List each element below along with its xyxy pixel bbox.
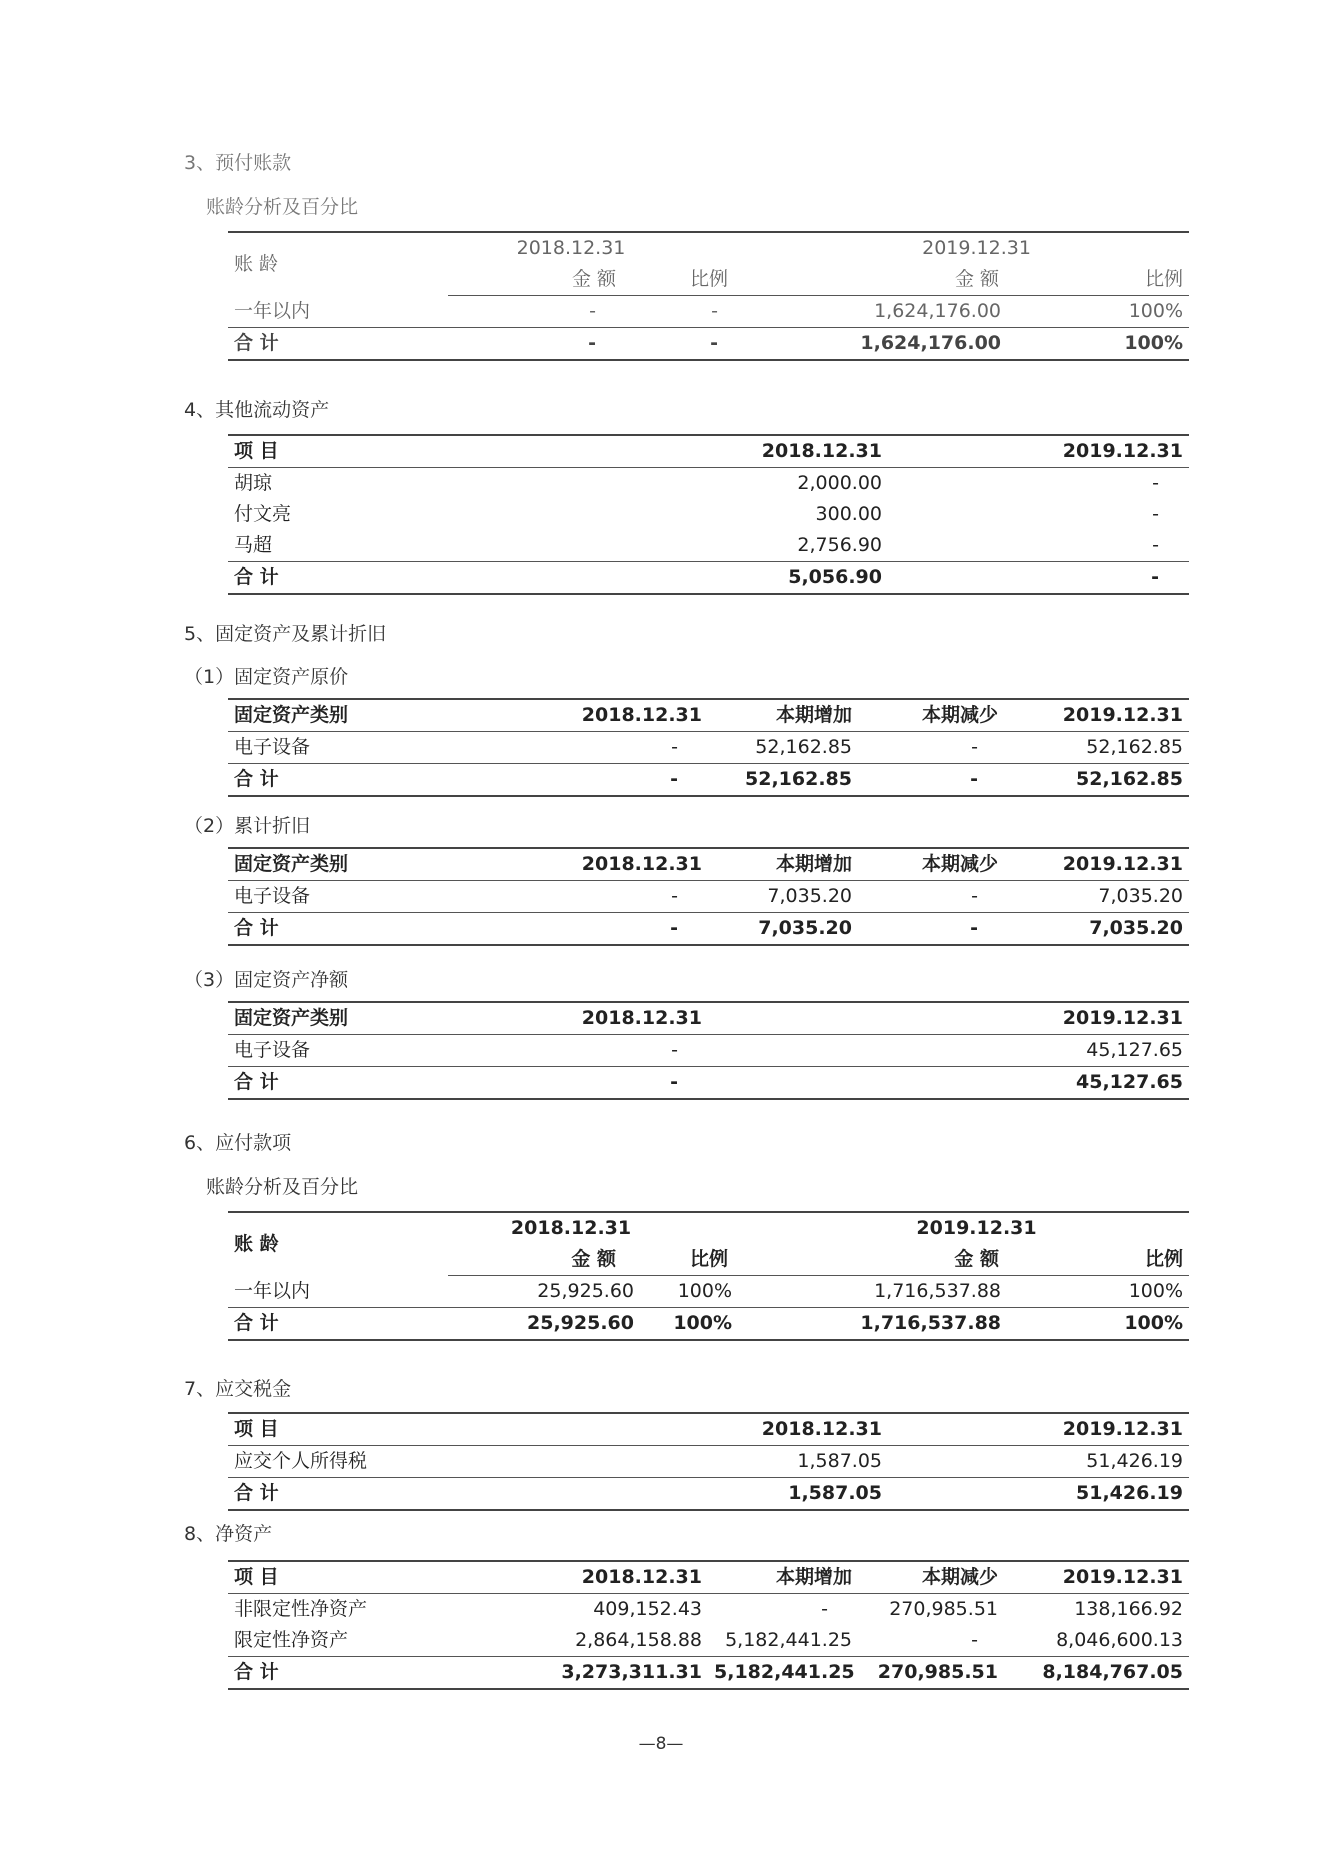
total-increase: 5,182,441.25 [708, 1657, 858, 1690]
col-increase: 本期增加 [708, 699, 858, 732]
total-label: 合 计 [228, 1308, 448, 1341]
col-ratio: 比例 [648, 1244, 798, 1276]
cell-2018: 409,152.43 [593, 1598, 702, 1620]
section-5-1-title: （1）固定资产原价 [184, 666, 349, 688]
cell-2019: - [1152, 503, 1159, 525]
table-row [228, 881, 1189, 913]
col-ratio: 比例 [1039, 264, 1189, 296]
total-decrease: - [858, 764, 1018, 797]
col-date-2018: 2018.12.31 [468, 1002, 708, 1035]
col-age: 账 龄 [228, 232, 448, 296]
payables-table [228, 1211, 1189, 1341]
total-row [228, 328, 1189, 361]
col-ratio: 比例 [1039, 1244, 1189, 1276]
cell-ratio-2018: - [711, 300, 719, 322]
cell-decrease: - [971, 1629, 978, 1651]
cell-increase: - [821, 1598, 828, 1620]
total-row [228, 1067, 1189, 1100]
total-decrease: 270,985.51 [858, 1657, 1018, 1690]
taxes-payable-table [228, 1412, 1189, 1511]
table-header-row [228, 848, 1189, 881]
col-decrease: 本期减少 [858, 699, 1018, 732]
cell-increase: 52,162.85 [755, 736, 852, 758]
row-label: 电子设备 [234, 885, 311, 907]
total-2018: - [468, 764, 708, 797]
col-category: 固定资产类别 [228, 848, 468, 881]
section-3-title: 3、预付账款 [184, 152, 292, 174]
cell-amount-2018: - [589, 300, 596, 322]
page-number: —8— [638, 1734, 684, 1754]
total-2018: 3,273,311.31 [468, 1657, 708, 1690]
table-header-row [228, 1413, 1189, 1446]
cell-amount-2018: 25,925.60 [537, 1280, 634, 1302]
cell-decrease: - [971, 885, 978, 907]
col-date-2018: 2018.12.31 [448, 1212, 798, 1244]
net-assets-table [228, 1560, 1189, 1690]
cell-2018: 2,864,158.88 [575, 1629, 702, 1651]
row-label: 电子设备 [234, 1039, 311, 1061]
cell-2018: - [671, 1039, 678, 1061]
total-2018: 1,587.05 [588, 1478, 888, 1511]
section-5-2-title: （2）累计折旧 [184, 815, 311, 837]
total-increase: 52,162.85 [708, 764, 858, 797]
total-ratio-2018: - [648, 328, 798, 361]
row-label: 非限定性净资产 [234, 1598, 368, 1620]
total-label: 合 计 [228, 1067, 468, 1100]
col-category: 固定资产类别 [228, 699, 468, 732]
table-header-row [228, 435, 1189, 468]
total-2018: - [468, 1067, 708, 1100]
total-amount-2018: - [448, 328, 648, 361]
cell-2019: - [1152, 534, 1159, 556]
total-2018: - [468, 913, 708, 946]
section-5-3-title: （3）固定资产净额 [184, 969, 349, 991]
section-8-title: 8、净资产 [184, 1523, 273, 1545]
table-row [228, 1594, 1189, 1626]
total-2019: - [888, 562, 1189, 595]
table-row [228, 499, 1189, 530]
total-2019: 7,035.20 [1018, 913, 1189, 946]
row-label: 胡琼 [234, 472, 273, 494]
total-label: 合 计 [228, 913, 468, 946]
cell-decrease: 270,985.51 [889, 1598, 998, 1620]
col-item: 项 目 [228, 1413, 588, 1446]
cell-amount-2019: 1,716,537.88 [874, 1280, 1002, 1302]
total-2019: 8,184,767.05 [1018, 1657, 1189, 1690]
table-header-row [228, 1002, 1189, 1035]
table-header-row [228, 1212, 1189, 1244]
col-ratio: 比例 [648, 264, 798, 296]
fixed-assets-net-table [228, 1001, 1189, 1100]
col-amount: 金 额 [448, 264, 648, 296]
table-row [228, 1446, 1189, 1478]
other-current-assets-table [228, 434, 1189, 595]
col-date-2018: 2018.12.31 [468, 699, 708, 732]
col-amount: 金 额 [448, 1244, 648, 1276]
cell-2018: 2,000.00 [797, 472, 882, 494]
col-decrease: 本期减少 [858, 848, 1018, 881]
table-row [228, 530, 1189, 562]
total-2019: 45,127.65 [708, 1067, 1189, 1100]
total-decrease: - [858, 913, 1018, 946]
cell-2019: - [1152, 472, 1159, 494]
total-amount-2019: 1,716,537.88 [798, 1308, 1039, 1341]
table-header-row [228, 699, 1189, 732]
cell-2018: 1,587.05 [797, 1450, 882, 1472]
total-ratio-2019: 100% [1039, 328, 1189, 361]
table-row [228, 1276, 1189, 1308]
col-date-2019: 2019.12.31 [888, 435, 1189, 468]
cell-2019: 51,426.19 [1086, 1450, 1183, 1472]
total-label: 合 计 [228, 1478, 588, 1511]
col-date-2018: 2018.12.31 [468, 1561, 708, 1594]
cell-2019: 45,127.65 [1086, 1039, 1183, 1061]
section-5-title: 5、固定资产及累计折旧 [184, 623, 387, 645]
cell-2018: 2,756.90 [797, 534, 882, 556]
cell-increase: 7,035.20 [767, 885, 852, 907]
section-4-title: 4、其他流动资产 [184, 399, 330, 421]
table-row [228, 468, 1189, 500]
table-row [228, 296, 1189, 328]
table-row [228, 1625, 1189, 1657]
row-label: 付文亮 [234, 503, 292, 525]
total-row [228, 913, 1189, 946]
cell-2018: 300.00 [815, 503, 882, 525]
row-label: 电子设备 [234, 736, 311, 758]
row-label: 限定性净资产 [234, 1629, 349, 1651]
col-amount: 金 额 [798, 264, 1039, 296]
col-date-2019: 2019.12.31 [1018, 1561, 1189, 1594]
col-item: 项 目 [228, 1561, 468, 1594]
table-row [228, 1035, 1189, 1067]
total-2018: 5,056.90 [588, 562, 888, 595]
row-label: 马超 [234, 534, 273, 556]
total-increase: 7,035.20 [708, 913, 858, 946]
total-row [228, 1478, 1189, 1511]
total-row [228, 1657, 1189, 1690]
cell-2019: 8,046,600.13 [1056, 1629, 1183, 1651]
cell-ratio-2018: 100% [677, 1280, 733, 1302]
cell-increase: 5,182,441.25 [725, 1629, 852, 1651]
total-2019: 52,162.85 [1018, 764, 1189, 797]
total-row [228, 1308, 1189, 1341]
total-label: 合 计 [228, 1657, 468, 1690]
accumulated-depreciation-table [228, 847, 1189, 946]
total-ratio-2018: 100% [648, 1308, 798, 1341]
table-row [228, 732, 1189, 764]
col-age: 账 龄 [228, 1212, 448, 1276]
total-amount-2019: 1,624,176.00 [798, 328, 1039, 361]
col-date-2018: 2018.12.31 [448, 232, 798, 264]
col-increase: 本期增加 [708, 1561, 858, 1594]
col-date-2019: 2019.12.31 [1018, 848, 1189, 881]
cell-ratio-2019: 100% [1128, 1280, 1184, 1302]
total-2019: 51,426.19 [888, 1478, 1189, 1511]
row-label: 一年以内 [234, 299, 311, 322]
total-amount-2018: 25,925.60 [448, 1308, 648, 1341]
col-date-2018: 2018.12.31 [588, 435, 888, 468]
fixed-assets-cost-table [228, 698, 1189, 797]
col-date-2019: 2019.12.31 [708, 1002, 1189, 1035]
section-6-subtitle: 账龄分析及百分比 [206, 1176, 359, 1198]
col-date-2019: 2019.12.31 [1018, 699, 1189, 732]
cell-amount-2019: 1,624,176.00 [874, 300, 1002, 322]
cell-decrease: - [971, 736, 978, 758]
cell-ratio-2019: 100% [1128, 300, 1184, 322]
col-decrease: 本期减少 [858, 1561, 1018, 1594]
col-category: 固定资产类别 [228, 1002, 468, 1035]
row-label: 应交个人所得税 [234, 1450, 368, 1472]
col-increase: 本期增加 [708, 848, 858, 881]
col-date-2019: 2019.12.31 [798, 1212, 1189, 1244]
table-header-row [228, 232, 1189, 264]
cell-2019: 138,166.92 [1074, 1598, 1183, 1620]
prepayments-table [228, 231, 1189, 361]
cell-2018: - [671, 885, 678, 907]
row-label: 一年以内 [234, 1279, 311, 1302]
total-label: 合 计 [228, 764, 468, 797]
section-7-title: 7、应交税金 [184, 1378, 292, 1400]
total-row [228, 562, 1189, 595]
table-header-row [228, 1561, 1189, 1594]
col-amount: 金 额 [798, 1244, 1039, 1276]
col-date-2019: 2019.12.31 [798, 232, 1189, 264]
cell-2019: 7,035.20 [1098, 885, 1183, 907]
section-6-title: 6、应付款项 [184, 1132, 292, 1154]
section-3-subtitle: 账龄分析及百分比 [206, 196, 359, 218]
col-item: 项 目 [228, 435, 588, 468]
total-ratio-2019: 100% [1039, 1308, 1189, 1341]
col-date-2019: 2019.12.31 [888, 1413, 1189, 1446]
total-label: 合 计 [228, 562, 588, 595]
total-row [228, 764, 1189, 797]
total-label: 合 计 [228, 328, 448, 361]
col-date-2018: 2018.12.31 [468, 848, 708, 881]
cell-2018: - [671, 736, 678, 758]
cell-2019: 52,162.85 [1086, 736, 1183, 758]
col-date-2018: 2018.12.31 [588, 1413, 888, 1446]
